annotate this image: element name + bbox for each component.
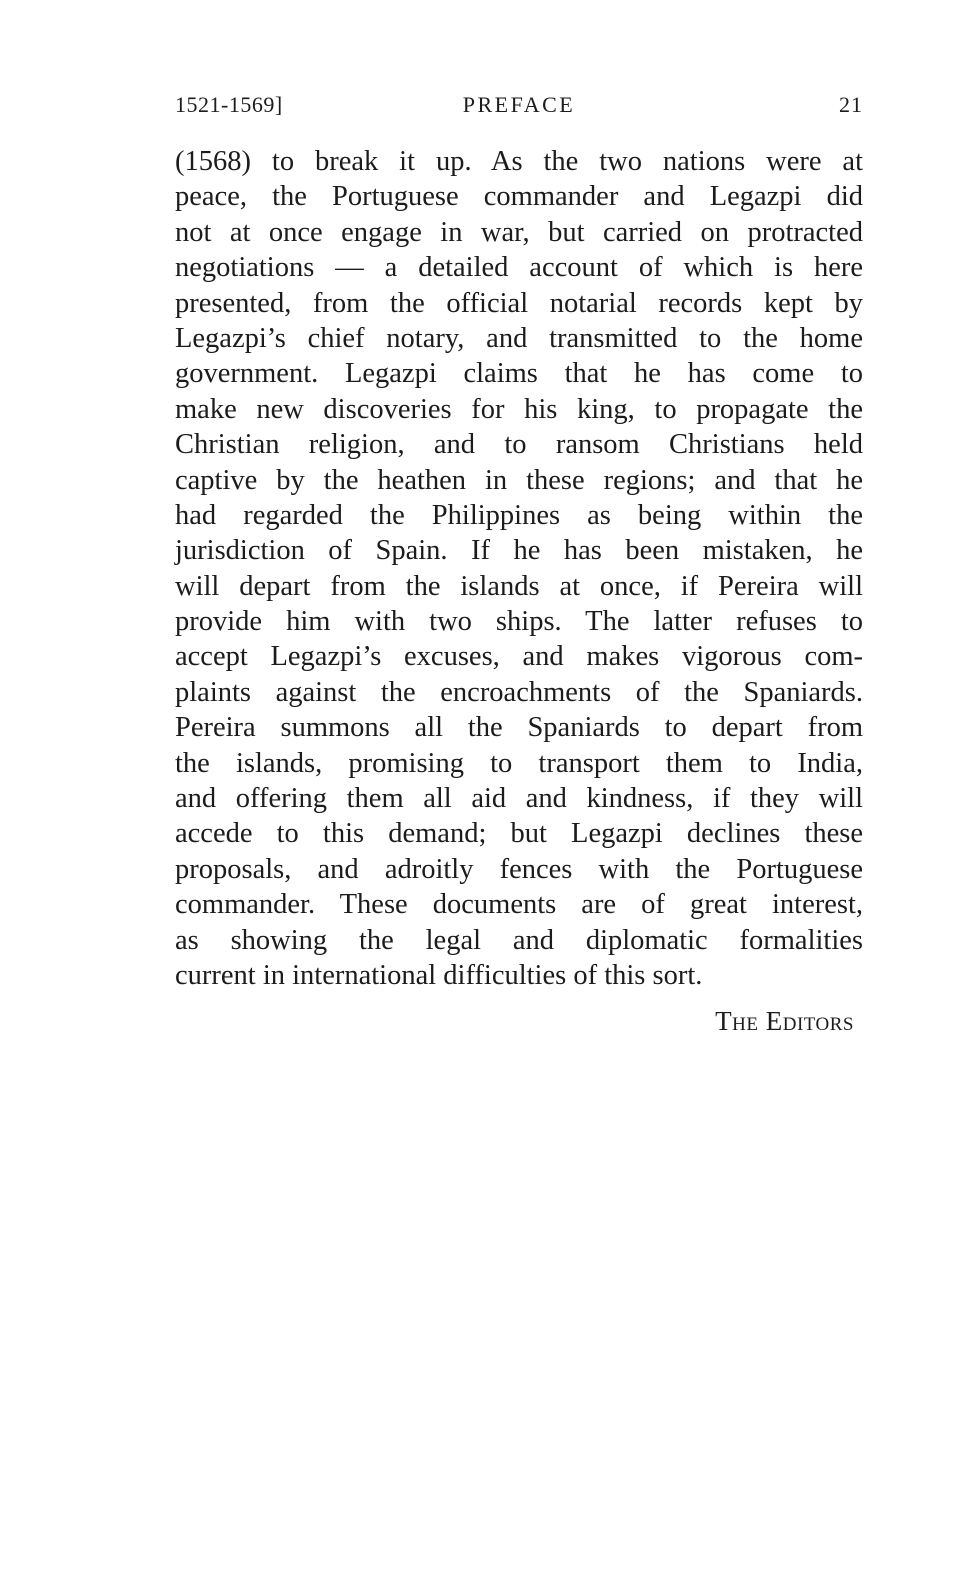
text-line: peace, the Portuguese commander and Legazpi did <box>175 181 863 213</box>
text-line: presented, from the official notarial records kept by <box>175 287 863 319</box>
text-line: and offering them all aid and kindness, if they will <box>175 783 863 815</box>
text-line: make new discoveries for his king, to propagate the <box>175 393 863 425</box>
body-paragraph <box>175 144 863 993</box>
running-head-title: PREFACE <box>462 92 576 117</box>
text-line: plaints against the encroachments of the Spaniards. <box>175 676 863 708</box>
signature: The Editors <box>715 1006 854 1036</box>
text-line: accept Legazpi’s excuses, and makes vigorous com- <box>175 641 863 673</box>
text-line: (1568) to break it up. As the two nations were at <box>175 146 863 177</box>
text-line: provide him with two ships. The latter refuses to <box>175 606 863 638</box>
text-line: commander. These documents are of great interest, <box>175 889 863 921</box>
text-line: captive by the heathen in these regions; and that he <box>175 464 863 496</box>
text-line: as showing the legal and diplomatic formalities <box>175 924 863 956</box>
text-line: not at once engage in war, but carried on protracted <box>175 216 863 248</box>
text-line-last: current in international difficulties of this sort. <box>175 959 703 991</box>
text-line: had regarded the Philippines as being within the <box>175 499 863 531</box>
running-head <box>175 90 863 120</box>
running-head-date-range: 1521-1569] <box>175 92 283 117</box>
text-line: negotiations — a detailed account of which is here <box>175 252 863 284</box>
text-line: accede to this demand; but Legazpi declines these <box>175 818 863 850</box>
text-line: proposals, and adroitly fences with the Portuguese <box>175 853 863 885</box>
text-line: will depart from the islands at once, if Pereira will <box>175 570 863 602</box>
text-line: the islands, promising to transport them to India, <box>175 747 863 779</box>
text-line: Christian religion, and to ransom Christians held <box>175 429 863 461</box>
page-number: 21 <box>839 92 863 117</box>
text-line: jurisdiction of Spain. If he has been mistaken, he <box>175 535 863 567</box>
text-line: government. Legazpi claims that he has come to <box>175 358 863 390</box>
text-line: Pereira summons all the Spaniards to depart from <box>175 712 863 744</box>
text-line: Legazpi’s chief notary, and transmitted to the home <box>175 322 863 354</box>
